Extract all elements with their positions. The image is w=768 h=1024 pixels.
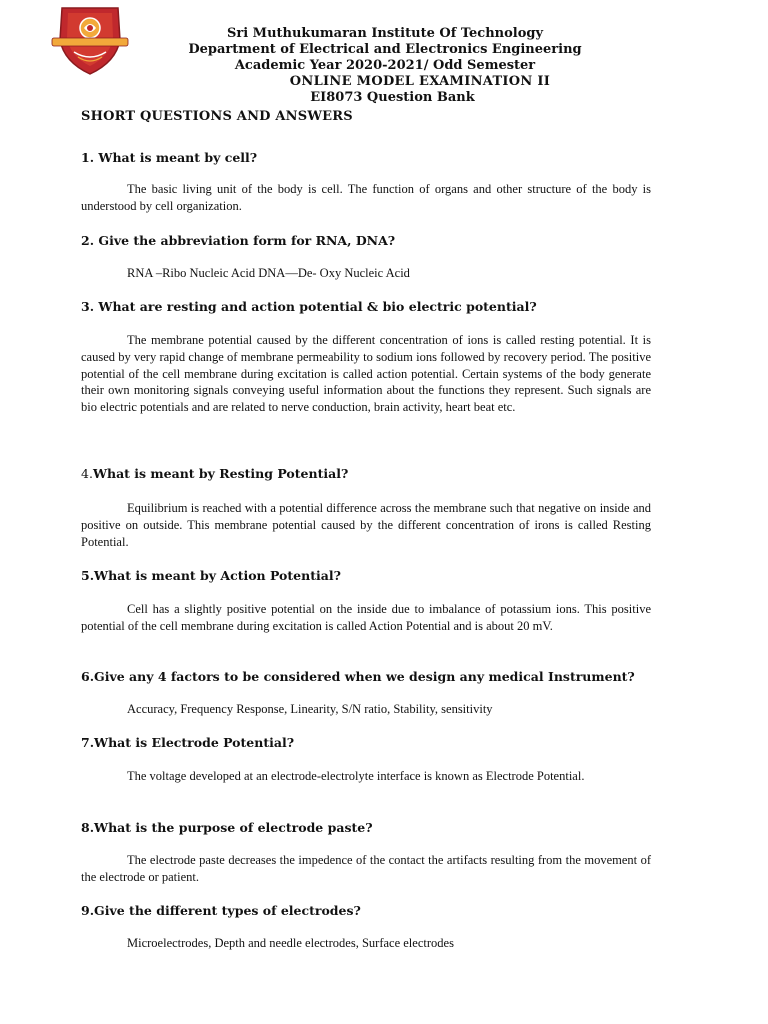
question-9: 9.Give the different types of electrodes? — [81, 903, 361, 918]
document-header — [160, 26, 610, 106]
exam-title: ONLINE MODEL EXAMINATION II — [289, 74, 551, 89]
answer-9: Microelectrodes, Depth and needle electrodes, Surface electrodes — [127, 936, 454, 950]
answer-1: The basic living unit of the body is cell. The function of organs and other structure of the body is understood by cell organization. — [81, 182, 651, 213]
academic-year: Academic Year 2020-2021/ Odd Semester — [234, 58, 536, 73]
question-3: 3. What are resting and action potential & bio electric potential? — [81, 299, 537, 314]
answer-7: The voltage developed at an electrode-electrolyte interface is known as Electrode Potential. — [127, 769, 585, 783]
question-7: 7.What is Electrode Potential? — [81, 735, 295, 750]
question-2: 2. Give the abbreviation form for RNA, DNA? — [81, 233, 396, 248]
answer-6: Accuracy, Frequency Response, Linearity, S/N ratio, Stability, sensitivity — [127, 702, 493, 716]
answer-3: The membrane potential caused by the different concentration of ions is called resting potential. It is caused by very rapid change of membrane permeability to sodium ions followed by recovery period. The positive potential of the cell membrane during excitation is called action potential. Certain systems of the body generate their own monitoring signals conveying useful information about the functions they represent. Such signals are bio electric potentials and are related to nerve conduction, brain activity, heart beat etc. — [81, 333, 651, 415]
answer-2: RNA –Ribo Nucleic Acid DNA—De- Oxy Nucleic Acid — [127, 266, 410, 280]
section-title: SHORT QUESTIONS AND ANSWERS — [81, 109, 353, 124]
question-8: 8.What is the purpose of electrode paste? — [81, 820, 373, 835]
question-4: 4.What is meant by Resting Potential? — [81, 466, 349, 481]
question-6: 6.Give any 4 factors to be considered when we design any medical Instrument? — [81, 669, 635, 684]
answer-4: Equilibrium is reached with a potential difference across the membrane such that negative on inside and positive on outside. This membrane potential caused by the different concentration of irons is called Resting Potential. — [81, 501, 651, 549]
institute-name: Sri Muthukumaran Institute Of Technology — [226, 26, 544, 41]
question-1: 1. What is meant by cell? — [81, 150, 258, 165]
department-name: Department of Electrical and Electronics Engineering — [188, 42, 582, 57]
answer-5: Cell has a slightly positive potential on the inside due to imbalance of potassium ions. This positive potential of the cell membrane during excitation is called Action Potential and is about 20 mV. — [81, 602, 651, 633]
institution-shield-logo — [50, 2, 130, 76]
question-5: 5.What is meant by Action Potential? — [81, 568, 341, 583]
question-bank-title: EI8073 Question Bank — [310, 90, 475, 105]
answer-8: The electrode paste decreases the impedence of the contact the artifacts resulting from the movement of the electrode or patient. — [81, 853, 651, 884]
